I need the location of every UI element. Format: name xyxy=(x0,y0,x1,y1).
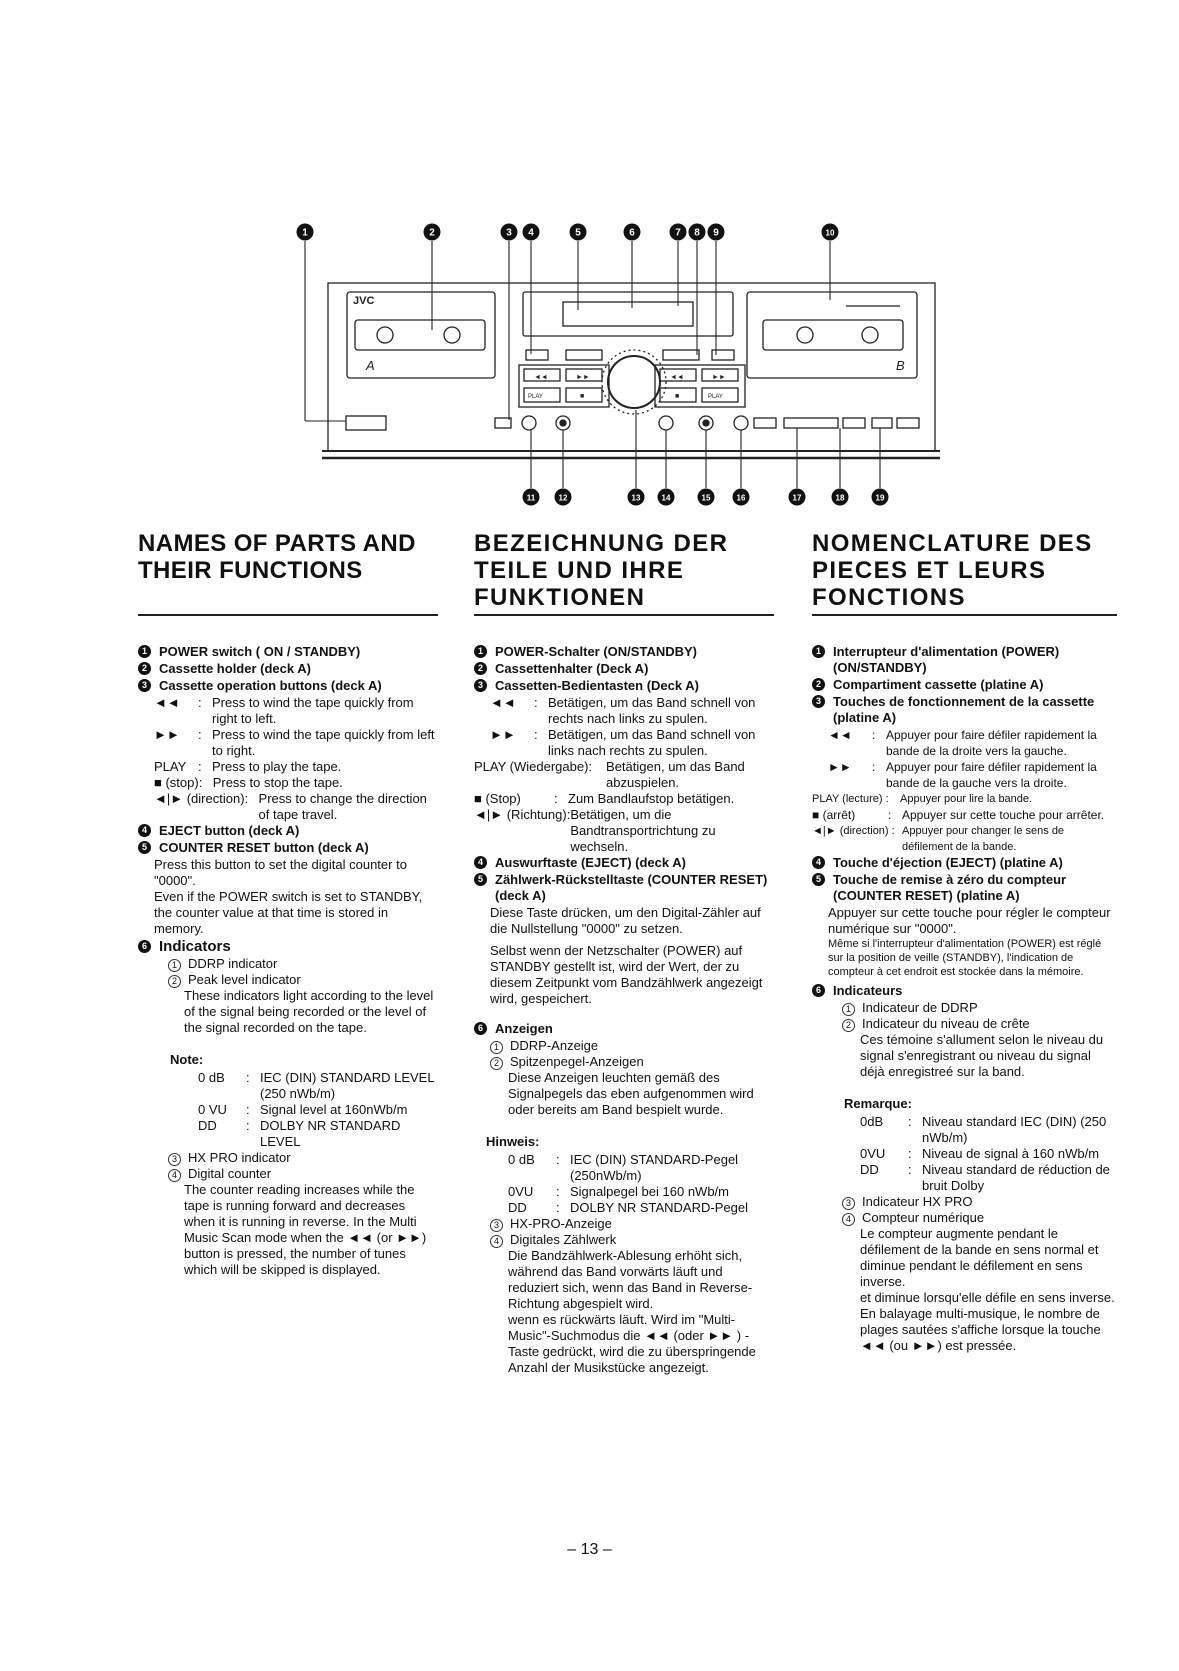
number-badge: 1 xyxy=(474,645,487,658)
deck-a-label: A xyxy=(366,358,375,373)
key-play: PLAY (lecture) : xyxy=(812,793,889,805)
brand-logo: JVC xyxy=(353,295,375,307)
ind-peak: Peak level indicator xyxy=(188,972,301,987)
key-play: PLAY xyxy=(154,759,187,774)
key-rew: ◄◄ xyxy=(828,728,852,742)
callout-5 xyxy=(570,224,587,241)
svg-text:7: 7 xyxy=(675,227,681,239)
note-value: Niveau standard de réduction de bruit Dolby xyxy=(922,1162,1110,1193)
desc-ff: Press to wind the tape quickly from left to right. xyxy=(212,727,435,758)
desc-play: Press to play the tape. xyxy=(212,759,342,774)
desc-play: Appuyer pour lire la bande. xyxy=(900,793,1033,805)
label-ff-a: ►► xyxy=(576,374,590,381)
counter-reset-desc-1: Press this button to set the digital counter to "0000". xyxy=(154,857,407,888)
note-key: 0VU xyxy=(508,1184,534,1199)
callout-3 xyxy=(501,224,518,241)
callout-14 xyxy=(658,489,675,506)
desc-direction: Press to change the direction of tape travel. xyxy=(258,791,427,822)
number-badge: 3 xyxy=(812,695,825,708)
number-badge: 4 xyxy=(812,856,825,869)
desc-direction: Appuyer pour changer le sens de défilement de la bande. xyxy=(902,825,1065,853)
svg-text:9: 9 xyxy=(713,227,719,239)
divider xyxy=(812,614,1117,616)
deck-front-panel-diagram xyxy=(0,0,1179,520)
callout-7 xyxy=(670,224,687,241)
key-ff: ►► xyxy=(490,727,516,742)
callout-6 xyxy=(624,224,641,241)
callout-19 xyxy=(872,489,889,506)
svg-text:2: 2 xyxy=(429,227,435,239)
label-rew-a: ◄◄ xyxy=(534,374,548,381)
desc-stop: Press to stop the tape. xyxy=(212,775,343,790)
number-badge: 1 xyxy=(138,645,151,658)
item-power-switch: POWER switch ( ON / STANDBY) xyxy=(159,644,361,659)
callout-10 xyxy=(822,224,839,241)
callout-18 xyxy=(832,489,849,506)
page-number: – 13 – xyxy=(567,1541,612,1558)
item-counter-reset: COUNTER RESET button (deck A) xyxy=(159,840,369,855)
item-indicators: Indicators xyxy=(159,938,231,955)
heading-german: BEZEICHNUNG DER TEILE UND IHRE FUNKTIONEN xyxy=(474,530,729,611)
item-indicators: Indicateurs xyxy=(833,983,903,998)
ind-counter-desc: Le compteur augmente pendant le défilement de la bande en sens normal et diminue pendant le défilement en sens inverse. xyxy=(860,1226,1099,1289)
ind-counter: Compteur numérique xyxy=(862,1210,985,1225)
label-ff-b: ►► xyxy=(712,374,726,381)
label-rew-b: ◄◄ xyxy=(670,374,684,381)
svg-text:19: 19 xyxy=(875,493,885,503)
item-cassette-buttons: Touches de fonctionnement de la cassette (platine A) xyxy=(833,694,1095,725)
key-ff: ►► xyxy=(828,760,852,774)
note-title: Remarque: xyxy=(844,1096,912,1111)
note-value: Signal level at 160nWb/m xyxy=(260,1102,408,1117)
note-value: Signalpegel bei 160 nWb/m xyxy=(570,1184,729,1199)
item-cassette-buttons: Cassette operation buttons (deck A) xyxy=(159,678,382,693)
desc-direction: Betätigen, um die Bandtransportrichtung zu wechseln. xyxy=(570,807,716,854)
key-rew: ◄◄ xyxy=(490,695,516,710)
ind-ddrp: DDRP-Anzeige xyxy=(510,1038,599,1053)
svg-text:13: 13 xyxy=(631,493,641,503)
number-badge: 4 xyxy=(138,824,151,837)
desc-ff: Betätigen, um das Band schnell von links nach rechts zu spulen. xyxy=(548,727,756,758)
svg-text:8: 8 xyxy=(694,227,700,239)
desc-ff: Appuyer pour faire défiler rapidement la bande de la gauche vers la droite. xyxy=(886,760,1097,790)
item-eject: Auswurftaste (EJECT) (deck A) xyxy=(495,855,686,870)
key-play: PLAY (Wiedergabe): xyxy=(474,759,593,774)
ind-peak-desc: Ces témoine s'allument selon le niveau du signal s'enregistrant ou niveau du signal déjà enregistreé sur la band. xyxy=(860,1032,1104,1079)
callout-12 xyxy=(555,489,572,506)
svg-text:4: 4 xyxy=(528,227,534,239)
divider xyxy=(474,614,774,616)
counter-reset-desc-2: Selbst wenn der Netzschalter (POWER) auf STANDBY gestellt ist, wird der Wert, der zu diesem Zeitpunkt vom Bandzählwerk angezeigt wird, gespeichert. xyxy=(490,943,763,1006)
callout-9 xyxy=(708,224,725,241)
number-badge: 5 xyxy=(812,873,825,886)
callout-17 xyxy=(789,489,806,506)
ind-counter-desc: Die Bandzählwerk-Ablesung erhöht sich, während das Band vorwärts läuft und reduziert sich, wenn das Band in Reverse-Richtung abgespielt wird. xyxy=(508,1248,753,1311)
callout-2 xyxy=(424,224,441,241)
callout-13 xyxy=(628,489,645,506)
number-badge: 3 xyxy=(474,679,487,692)
display-window xyxy=(523,292,733,336)
ind-counter-desc-2: wenn es rückwärts läuft. Wird im "Multi-Music"-Suchmodus die ◄◄ (oder ►► ) -Taste gedrückt, wird die zu überspringende Anzahl der Musikstücke angezeigt. xyxy=(508,1312,756,1375)
svg-text:3: 3 xyxy=(506,227,512,239)
key-direction: ◄|► (direction) xyxy=(154,791,245,806)
number-badge: 5 xyxy=(474,873,487,886)
callout-11 xyxy=(523,489,540,506)
desc-rew: Appuyer pour faire défiler rapidement la bande de la droite vers la gauche. xyxy=(886,728,1097,758)
svg-text:17: 17 xyxy=(792,493,802,503)
svg-text:15: 15 xyxy=(701,493,711,503)
item-counter-reset: Touche de remise à zéro du compteur (COUNTER RESET) (platine A) xyxy=(833,872,1067,903)
key-stop: ■ (stop) xyxy=(154,775,199,790)
number-badge: 2 xyxy=(138,662,151,675)
dolby-icon: DD xyxy=(508,1200,527,1215)
ind-hxpro: Indicateur HX PRO xyxy=(862,1194,973,1209)
item-cassette-holder: Cassette holder (deck A) xyxy=(159,661,311,676)
deck-b-label: B xyxy=(896,358,905,373)
number-badge: 2 xyxy=(474,662,487,675)
callout-1 xyxy=(297,224,314,241)
desc-play: Betätigen, um das Band abzuspielen. xyxy=(606,759,745,790)
ind-peak: Spitzenpegel-Anzeigen xyxy=(510,1054,644,1069)
label-play-a: PLAY xyxy=(528,394,543,400)
ind-counter: Digitales Zählwerk xyxy=(510,1232,617,1247)
number-badge: 2 xyxy=(812,678,825,691)
note-value: DOLBY NR STANDARD-Pegel xyxy=(570,1200,748,1215)
item-eject: Touche d'éjection (EJECT) (platine A) xyxy=(833,855,1063,870)
desc-rew: Press to wind the tape quickly from right to left. xyxy=(212,695,414,726)
item-cassette-buttons: Cassetten-Bedientasten (Deck A) xyxy=(495,678,699,693)
note-value: Niveau de signal à 160 nWb/m xyxy=(922,1146,1100,1161)
number-badge: 5 xyxy=(138,841,151,854)
number-badge: 6 xyxy=(812,984,825,997)
heading-french: NOMENCLATURE DES PIECES ET LEURS FONCTIONS xyxy=(812,530,1093,611)
counter-reset-desc-1: Diese Taste drücken, um den Digital-Zähler auf die Nullstellung "0000" zu setzen. xyxy=(490,905,761,936)
item-cassette-holder: Compartiment cassette (platine A) xyxy=(833,677,1044,692)
svg-text:14: 14 xyxy=(661,493,671,503)
ind-peak-desc: These indicators light according to the level of the signal being recorded or the level of the signal recorded on the tape. xyxy=(184,988,434,1035)
callout-16 xyxy=(733,489,750,506)
svg-text:5: 5 xyxy=(575,227,581,239)
number-badge: 6 xyxy=(138,940,151,953)
ind-counter-desc-2: et diminue lorsqu'elle défile en sens inverse. En balayage multi-musique, le nombre de plages sautées s'affiche lorsque la touche ◄◄ (ou ►►) est pressée. xyxy=(860,1290,1115,1353)
item-counter-reset: Zählwerk-Rückstelltaste (COUNTER RESET) (deck A) xyxy=(495,872,768,903)
ind-hxpro: HX-PRO-Anzeige xyxy=(510,1216,612,1231)
svg-text:6: 6 xyxy=(629,227,635,239)
number-badge: 4 xyxy=(474,856,487,869)
note-key: 0 dB xyxy=(198,1070,225,1085)
item-indicators: Anzeigen xyxy=(495,1021,553,1036)
note-key: 0VU xyxy=(860,1146,886,1161)
ind-hxpro: HX PRO indicator xyxy=(188,1150,291,1165)
note-title: Hinweis: xyxy=(486,1134,540,1149)
desc-stop: Appuyer sur cette touche pour arrêter. xyxy=(902,808,1105,822)
ind-ddrp: DDRP indicator xyxy=(188,956,278,971)
key-stop: ■ (arrêt) xyxy=(812,808,856,822)
note-key: 0 VU xyxy=(198,1102,227,1117)
ind-ddrp: Indicateur de DDRP xyxy=(862,1000,978,1015)
number-badge: 3 xyxy=(138,679,151,692)
dolby-icon: DD xyxy=(198,1118,217,1133)
ind-peak-desc: Diese Anzeigen leuchten gemäß des Signalpegels das eben aufgenommen wird oder bereits am Band bespielt wurde. xyxy=(508,1070,754,1117)
note-value: DOLBY NR STANDARD LEVEL xyxy=(260,1118,401,1149)
svg-text:12: 12 xyxy=(558,493,568,503)
callout-15 xyxy=(698,489,715,506)
svg-text:16: 16 xyxy=(736,493,746,503)
item-cassette-holder: Cassettenhalter (Deck A) xyxy=(495,661,649,676)
callout-8 xyxy=(689,224,706,241)
ind-counter-desc: The counter reading increases while the tape is running forward and decreases when it is running in reverse. In the Multi Music Scan mode when the ◄◄ (or ►►) button is pressed, the number of tunes which will be skipped is displayed. xyxy=(184,1182,427,1277)
number-badge: 6 xyxy=(474,1022,487,1035)
divider xyxy=(138,614,438,616)
label-play-b: PLAY xyxy=(708,394,723,400)
label-stop-b: ■ xyxy=(675,393,680,400)
heading-english: NAMES OF PARTS AND THEIR FUNCTIONS xyxy=(138,530,416,584)
key-direction: ◄|► (Richtung): xyxy=(474,807,571,822)
note-key: 0dB xyxy=(860,1114,884,1129)
deck-body xyxy=(328,283,935,451)
column-german: BEZEICHNUNG DER TEILE UND IHRE FUNKTIONEN 1 POWER-Schalter (ON/STANDBY) 2 Cassettenhalter (Deck A) 3 Cassetten-Bedientasten (Deck A) ◄◄ : Betätigen, um das Band schnell von rechts nach links zu spulen. ►► : Betätigen, um das Band schnell von links nach rechts zu spulen. PLAY (Wiedergabe): Betätigen, um das Band abzuspielen. ■ (Stop) : Zum Bandlaufstop betätigen. ◄|► (Richtung): Betätigen, um die Bandtransportrichtung zu wechseln. 4 Auswurftaste (EJECT) (deck A) 5 Zählwerk-Rückstelltaste (COUNTER RESET) (deck A) Diese Taste drücken, um den Digital-Zähler auf die Nullstellung "0000" zu setzen. Selbst wenn der Netzschalter (POWER) auf STANDBY gestellt ist, wird der Wert, der zu diesem Zeitpunkt vom Bandzählwerk angezeigt wird, gespeichert. 6 Anzeigen 1 DDRP-Anzeige 2 Spitzenpegel-Anzeigen Diese Anzeigen leuchten gemäß des Signalpegels das eben aufgenommen wird oder bereits am Band bespielt wurde. Hinweis: 0 dB : IEC (DIN) STANDARD-Pegel (250nWb/m) 0VU : Signalpegel bei 160 nWb/m DD : DOLBY NR STANDARD-Pegel 3 HX-PRO-Anzeige 4 Digitales Zählwerk Die Bandzählwerk-Ablesung erhöht sich, während das Band vorwärts läuft und reduziert sich, wenn das Band in Reverse-Richtung abgespielt wird. wenn es rückwärts läuft. Wird im "Multi-Music"-Suchmodus die ◄◄ (oder ►► ) -Taste gedrückt, wird die zu überspringende Anzahl der Musikstücke angezeigt. xyxy=(474,530,774,1376)
item-power-switch: Interrupteur d'alimentation (POWER) (ON/STANDBY) xyxy=(833,644,1060,675)
key-ff: ►► xyxy=(154,727,180,742)
desc-stop: Zum Bandlaufstop betätigen. xyxy=(568,791,735,806)
svg-text:11: 11 xyxy=(526,493,536,503)
column-english: NAMES OF PARTS AND THEIR FUNCTIONS 1 POWER switch ( ON / STANDBY) 2 Cassette holder (deck A) 3 Cassette operation buttons (deck A) ◄◄ : Press to wind the tape quickly from right to left. ►► : Press to wind the tape quickly from left to right. PLAY : Press to play the tape. ■ (stop) : Press to stop the tape. ◄|► (direction) : Press to change the direction of tape travel. 4 EJECT button (deck A) 5 COUNTER RESET button (deck A) Press this button to set the digital counter to "0000". Even if the POWER switch is set to STANDBY, the counter value at that time is stored in memory. 6 Indicators 1 DDRP indicator 2 Peak level indicator These indicators light according to the level of the signal being recorded or the level of the signal recorded on the tape. Note: 0 dB : IEC (DIN) STANDARD LEVEL (250 nWb/m) 0 VU : Signal level at 160nWb/m DD : DOLBY NR STANDARD LEVEL 3 HX PRO indicator 4 Digital counter The counter reading increases while the tape is running forward and decreases when it is running in reverse. In the Multi Music Scan mode when the ◄◄ (or ►►) button is pressed, the number of tunes which will be skipped is displayed. xyxy=(138,530,438,1278)
svg-text:18: 18 xyxy=(835,493,845,503)
power-switch xyxy=(346,416,386,430)
note-value: Niveau standard IEC (DIN) (250 nWb/m) xyxy=(922,1114,1107,1145)
deck-b-cassette-holder xyxy=(747,292,917,378)
key-rew: ◄◄ xyxy=(154,695,180,710)
ind-peak: Indicateur du niveau de crête xyxy=(862,1016,1030,1031)
svg-text:1: 1 xyxy=(302,227,308,239)
item-eject: EJECT button (deck A) xyxy=(159,823,300,838)
counter-reset-desc-2: Même si l'interrupteur d'alimentation (POWER) est réglé sur la position de veille (STANDBY), l'indication de compteur à cet endroit est stockée dans la mémoire. xyxy=(828,938,1102,978)
note-value: IEC (DIN) STANDARD-Pegel (250nWb/m) xyxy=(570,1152,739,1183)
label-stop-a: ■ xyxy=(580,393,585,400)
dolby-icon: DD xyxy=(860,1162,879,1177)
key-direction: ◄|► (direction) : xyxy=(812,825,895,837)
callout-4 xyxy=(523,224,540,241)
item-power-switch: POWER-Schalter (ON/STANDBY) xyxy=(495,644,697,659)
number-badge: 1 xyxy=(812,645,825,658)
central-knob xyxy=(608,356,660,408)
svg-text:10: 10 xyxy=(825,228,835,238)
note-value: IEC (DIN) STANDARD LEVEL (250 nWb/m) xyxy=(260,1070,435,1101)
ind-counter: Digital counter xyxy=(188,1166,272,1181)
desc-rew: Betätigen, um das Band schnell von rechts nach links zu spulen. xyxy=(548,695,756,726)
column-french: NOMENCLATURE DES PIECES ET LEURS FONCTIONS 1 Interrupteur d'alimentation (POWER) (ON/STANDBY) 2 Compartiment cassette (platine A) 3 Touches de fonctionnement de la cassette (platine A) ◄◄ : Appuyer pour faire défiler rapidement la bande de la droite vers la gauche. ►► : Appuyer pour faire défiler rapidement la bande de la gauche vers la droite. PLAY (lecture) : Appuyer pour lire la bande. ■ (arrêt) : Appuyer sur cette touche pour arrêter. ◄|► (direction) : Appuyer pour changer le sens de défilement de la bande. 4 Touche d'éjection (EJECT) (platine A) 5 Touche de remise à zéro du compteur (COUNTER RESET) (platine A) Appuyer sur cette touche pour régler le compteur numérique sur "0000". Même si l'interrupteur d'alimentation (POWER) est réglé sur la position de veille (STANDBY), l'indication de compteur à cet endroit est stockée dans la mémoire. 6 Indicateurs 1 Indicateur de DDRP 2 Indicateur du niveau de crête Ces témoine s'allument selon le niveau du signal s'enregistrant ou niveau du signal déjà enregistreé sur la band. Remarque: 0dB : Niveau standard IEC (DIN) (250 nWb/m) 0VU : Niveau de signal à 160 nWb/m DD : Niveau standard de réduction de bruit Dolby 3 Indicateur HX PRO 4 Compteur numérique Le compteur augmente pendant le défilement de la bande en sens normal et diminue pendant le défilement en sens inverse. et diminue lorsqu'elle défile en sens inverse. En balayage multi-musique, le nombre de plages sautées s'affiche lorsque la touche ◄◄ (ou ►►) est pressée. xyxy=(812,530,1117,1354)
key-stop: ■ (Stop) xyxy=(474,791,521,806)
counter-reset-desc-1: Appuyer sur cette touche pour régler le compteur numérique sur "0000". xyxy=(828,905,1111,936)
note-title: Note: xyxy=(170,1052,204,1067)
counter-reset-desc-2: Even if the POWER switch is set to STANDBY, the counter value at that time is stored in memory. xyxy=(154,889,423,936)
note-key: 0 dB xyxy=(508,1152,535,1167)
